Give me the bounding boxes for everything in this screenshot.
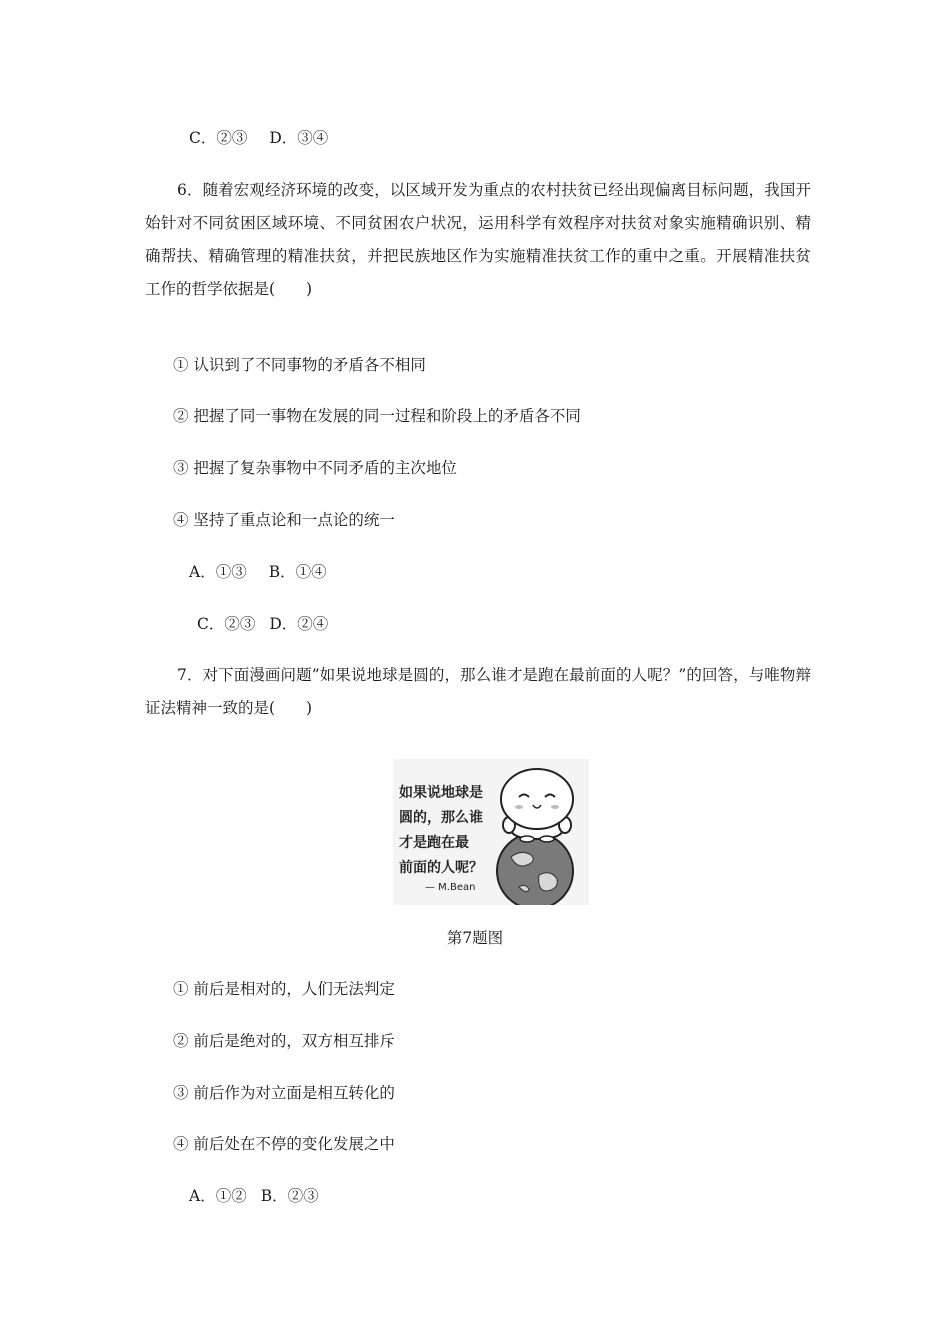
q6-options-row-2 xyxy=(197,613,328,635)
q6-item-1: ① 认识到了不同事物的矛盾各不相同 xyxy=(173,356,426,374)
q5-option-d: D．③④ xyxy=(269,129,329,147)
q5-option-c: C．②③ xyxy=(189,129,248,147)
q6-item-3: ③ 把握了复杂事物中不同矛盾的主次地位 xyxy=(173,459,457,477)
q6-option-d: D．②④ xyxy=(269,615,329,633)
cartoon-caption-text: 如果说地球是 圆的，那么谁 才是跑在最 前面的人呢？ — M.Bean xyxy=(399,785,483,893)
q6-option-c: C．②③ xyxy=(197,615,256,633)
q7-options-row xyxy=(189,1185,319,1207)
q7-item-4: ④ 前后处在不停的变化发展之中 xyxy=(173,1135,395,1153)
q6-option-b: B．①④ xyxy=(268,563,327,581)
q6-option-a: A．①③ xyxy=(189,563,247,581)
q6-options-row-1 xyxy=(189,561,327,583)
q7-item-3: ③ 前后作为对立面是相互转化的 xyxy=(173,1084,395,1102)
q5-options-row xyxy=(189,127,328,149)
q7-cartoon-figure xyxy=(393,759,589,905)
q7-option-b: B．②③ xyxy=(260,1187,319,1205)
q7-item-1: ① 前后是相对的，人们无法判定 xyxy=(173,980,395,998)
cartoon-illustration-icon xyxy=(393,759,589,905)
q7-item-2: ② 前后是绝对的，双方相互排斥 xyxy=(173,1032,395,1050)
q6-item-2: ② 把握了同一事物在发展的同一过程和阶段上的矛盾各不同 xyxy=(173,407,581,425)
q7-option-a: A．①② xyxy=(189,1187,247,1205)
q6-stem: 6．随着宏观经济环境的改变，以区域开发为重点的农村扶贫已经出现偏离目标问题，我国开始针对不同贫困区域环境、不同贫困农户状况，运用科学有效程序对扶贫对象实施精确识别、精确帮扶、精确管理的精准扶贫，并把民族地区作为实施精准扶贫工作的重中之重。开展精准扶贫工作的哲学依据是( ) xyxy=(145,181,811,298)
q6-item-4: ④ 坚持了重点论和一点论的统一 xyxy=(173,511,395,529)
q7-stem: 7．对下面漫画问题”如果说地球是圆的，那么谁才是跑在最前面的人呢？”的回答，与唯物辩证法精神一致的是( ) xyxy=(145,666,811,717)
q7-figure-caption: 第7题图 xyxy=(446,929,504,947)
